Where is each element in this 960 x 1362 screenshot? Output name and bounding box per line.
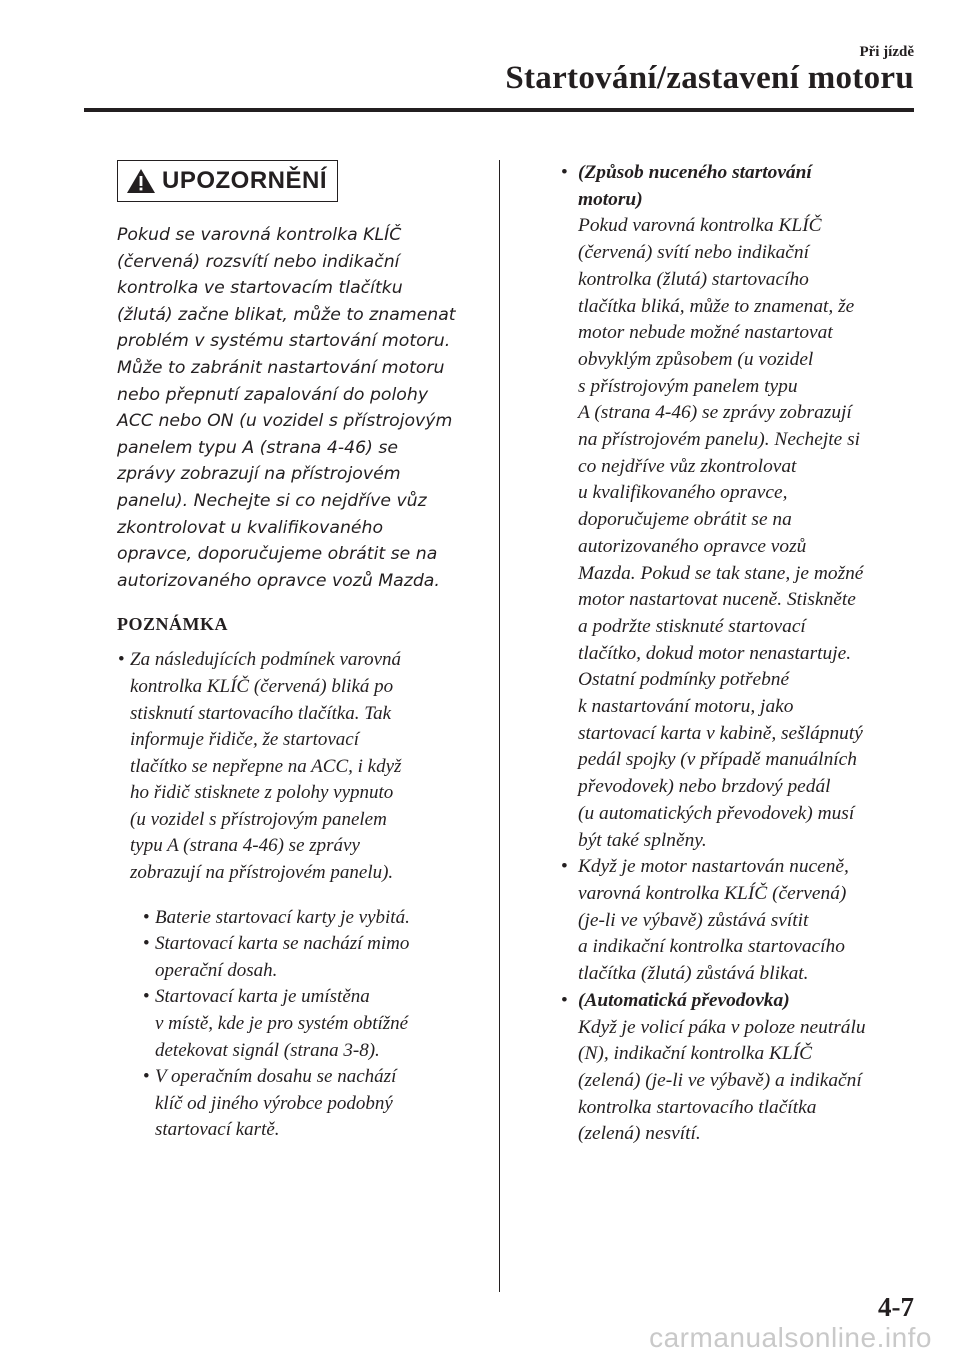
right-item-line: pedál spojky (v případě manuálních: [578, 749, 857, 771]
warning-text-line: zprávy zobrazují na přístrojovém: [117, 464, 401, 485]
bullet-icon: •: [561, 162, 568, 183]
note-subitem: [142, 931, 477, 984]
warning-text: [117, 222, 477, 594]
warning-text-line: autorizovaného opravce vozů Mazda.: [117, 570, 440, 591]
right-item-line: Když je motor nastartován nuceně,: [578, 856, 849, 878]
note-text-line: kontrolka KLÍČ (červená) bliká po: [130, 675, 394, 697]
warning-text-line: kontrolka ve startovacím tlačítku: [117, 278, 403, 299]
warning-title: UPOZORNĚNÍ: [162, 167, 328, 194]
right-item-line: co nejdříve vůz zkontrolovat: [578, 455, 797, 477]
warning-box: [117, 160, 338, 202]
note-subitem-line: detekovat signál (strana 3-8).: [155, 1039, 380, 1061]
right-item-line: autorizovaného opravce vozů: [578, 535, 807, 557]
warning-text-line: ACC nebo ON (u vozidel s přístrojovým: [117, 411, 453, 432]
right-item-line: (je-li ve výbavě) zůstává svítit: [578, 909, 809, 931]
bullet-icon: •: [143, 906, 150, 928]
note-subitem-line: operační dosah.: [155, 959, 278, 981]
note-item-text: [130, 647, 477, 886]
bullet-icon: •: [561, 856, 568, 878]
right-item-line: u kvalifikovaného opravce,: [578, 482, 788, 504]
note-subitem: [142, 984, 477, 1064]
right-item-line: tlačítka bliká, může to znamenat, že: [578, 295, 855, 317]
right-list: [560, 160, 920, 1148]
note-subitem: [142, 905, 477, 932]
note-sublist: [142, 905, 477, 1144]
warning-text-line: (červená) rozsvítí nebo indikační: [117, 251, 400, 272]
note-subitem-line: v místě, kde je pro systém obtížné: [155, 1013, 409, 1035]
right-list-item: [560, 854, 920, 988]
bullet-icon: •: [143, 1066, 150, 1088]
right-item-lead-line: (Způsob nuceného startování: [578, 162, 812, 183]
right-item-line: (zelená) (je-li ve výbavě) a indikační: [578, 1069, 862, 1091]
note-item: [117, 647, 477, 1144]
note-heading: POZNÁMKA: [117, 614, 228, 635]
right-list-item: [560, 988, 920, 1148]
header-rule: [84, 108, 914, 112]
right-item-line: a indikační kontrolka startovacího: [578, 936, 845, 958]
warning-text-line: problém v systému startování motoru.: [117, 331, 451, 352]
right-item-line: (u automatických převodovek) musí: [578, 802, 855, 824]
note-subitem-line: V operačním dosahu se nachází: [155, 1066, 397, 1088]
right-item-line: kontrolka (žlutá) startovacího: [578, 268, 809, 290]
right-item-line: být také splněny.: [578, 829, 707, 851]
note-text-line: tlačítko se nepřepne na ACC, i když: [130, 755, 402, 777]
note-list: [117, 647, 477, 1144]
right-item-line: Když je volicí páka v poloze neutrálu: [578, 1016, 866, 1038]
note-subitem-line: Baterie startovací karty je vybitá.: [155, 906, 410, 928]
note-subitem: [142, 1064, 477, 1144]
right-item-line: Ostatní podmínky potřebné: [578, 669, 790, 691]
note-text-line: (u vozidel s přístrojovým panelem: [130, 808, 387, 830]
note-text-line: zobrazují na přístrojovém panelu).: [130, 862, 394, 884]
right-list-item: [560, 160, 920, 854]
right-item-line: převodovek) nebo brzdový pedál: [578, 776, 831, 798]
page-number: 4-7: [878, 1292, 914, 1322]
right-item-line: na přístrojovém panelu). Nechejte si: [578, 429, 861, 451]
warning-text-line: Může to zabránit nastartování motoru: [117, 357, 445, 378]
note-subitem-line: klíč od jiného výrobce podobný: [155, 1092, 393, 1114]
note-subitem-line: Startovací karta se nachází mimo: [155, 933, 410, 955]
chapter-title: Startování/zastavení motoru: [505, 60, 914, 96]
right-column: [560, 160, 920, 1148]
right-item-line: s přístrojovým panelem typu: [578, 375, 798, 397]
right-item-lead-line: (Automatická převodovka): [578, 989, 790, 1011]
note-subitem-line: Startovací karta je umístěna: [155, 986, 370, 1008]
right-item-line: tlačítko, dokud motor nenastartuje.: [578, 642, 852, 664]
warning-text-line: Pokud se varovná kontrolka KLÍČ: [117, 225, 402, 245]
note-text-line: Za následujících podmínek varovná: [130, 649, 402, 671]
right-item-line: motor nastartovat nuceně. Stiskněte: [578, 589, 856, 611]
warning-text-line: opravce, doporučujeme obrátit se na: [117, 544, 438, 565]
right-item-lead-line: motoru): [578, 188, 643, 210]
right-item-line: k nastartování motoru, jako: [578, 696, 794, 718]
left-column: [117, 160, 477, 1144]
note-text-line: ho řidič stisknete z polohy vypnuto: [130, 782, 394, 804]
right-item-line: Mazda. Pokud se tak stane, je možné: [578, 562, 864, 584]
warning-text-line: nebo přepnutí zapalování do polohy: [117, 384, 429, 405]
right-item-line: tlačítka (žlutá) zůstává blikat.: [578, 963, 809, 985]
warning-text-line: (žlutá) začne blikat, může to znamenat: [117, 304, 456, 325]
note-text-line: typu A (strana 4-46) se zprávy: [130, 835, 360, 857]
right-item-line: obvyklým způsobem (u vozidel: [578, 348, 814, 370]
right-item-line: (zelená) nesvítí.: [578, 1123, 701, 1145]
warning-text-line: zkontrolovat u kvalifikovaného: [117, 517, 384, 538]
note-text-line: informuje řidiče, že startovací: [130, 729, 360, 751]
warning-text-line: panelu). Nechejte si co nejdříve vůz: [117, 490, 427, 511]
bullet-icon: •: [143, 933, 150, 955]
right-item-line: doporučujeme obrátit se na: [578, 509, 792, 531]
right-item-line: A (strana 4-46) se zprávy zobrazují: [578, 402, 852, 424]
right-item-line: motor nebude možné nastartovat: [578, 322, 833, 344]
warning-text-line: panelem typu A (strana 4-46) se: [117, 437, 398, 458]
right-item-line: (N), indikační kontrolka KLÍČ: [578, 1043, 813, 1065]
right-item-line: startovací karta v kabině, sešlápnutý: [578, 722, 863, 744]
warning-triangle-icon: [126, 168, 156, 194]
right-item-line: kontrolka startovacího tlačítka: [578, 1096, 817, 1118]
bullet-icon: •: [143, 986, 150, 1008]
bullet-icon: •: [561, 989, 568, 1011]
section-label: Při jízdě: [859, 44, 914, 60]
watermark: carmanualsonline.info: [649, 1322, 932, 1353]
right-item-line: Pokud varovná kontrolka KLÍČ: [578, 215, 822, 237]
column-divider: [499, 160, 500, 1292]
right-item-line: varovná kontrolka KLÍČ (červená): [578, 882, 847, 904]
note-text-line: stisknutí startovacího tlačítka. Tak: [130, 702, 392, 724]
note-subitem-line: startovací kartě.: [155, 1119, 280, 1141]
bullet-icon: •: [118, 649, 125, 671]
right-item-line: (červená) svítí nebo indikační: [578, 242, 809, 264]
right-item-line: a podržte stisknuté startovací: [578, 615, 806, 637]
